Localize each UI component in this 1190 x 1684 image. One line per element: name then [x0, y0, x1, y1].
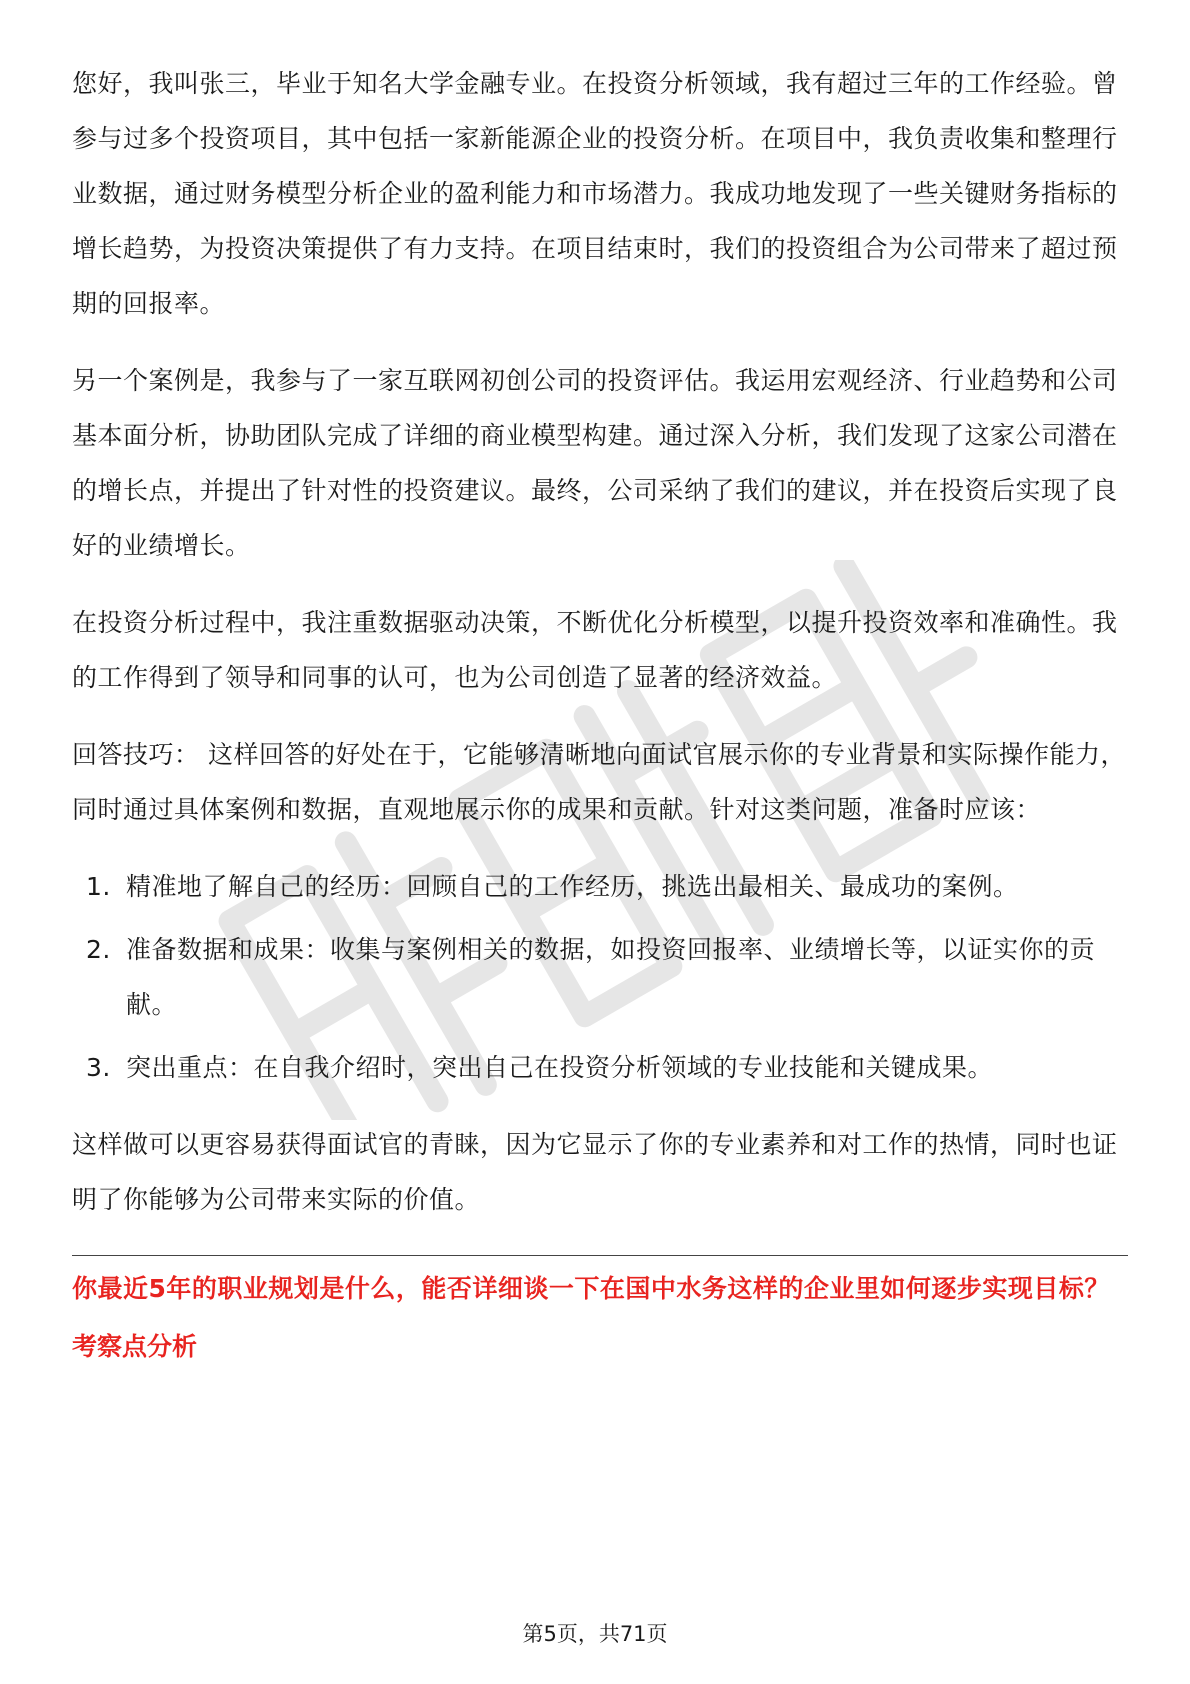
list-item-text: 精准地了解自己的经历：回顾自己的工作经历，挑选出最相关、最成功的案例。 — [126, 872, 1019, 901]
paragraph-intro: 您好，我叫张三，毕业于知名大学金融专业。在投资分析领域，我有超过三年的工作经验。曾参与过多个投资项目，其中包括一家新能源企业的投资分析。在项目中，我负责收集和整理行业数据，通过财务模型分析企业的盈利能力和市场潜力。我成功地发现了一些关键财务指标的增长趋势，为投资决策提供了有力支持。在项目结束时，我们的投资组合为公司带来了超过预期的回报率。 — [72, 69, 1118, 318]
page-number-footer: 第5页，共71页 — [522, 1622, 668, 1646]
paragraph-answer-tips: 回答技巧： 这样回答的好处在于，它能够清晰地向面试官展示你的专业背景和实际操作能力，同时通过具体案例和数据，直观地展示你的成果和贡献。针对这类问题，准备时应该： — [72, 740, 1126, 824]
list-item-number: 2. — [86, 935, 111, 964]
list-item-number: 3. — [86, 1053, 111, 1082]
list-item-text: 突出重点：在自我介绍时，突出自己在投资分析领域的专业技能和关键成果。 — [126, 1053, 994, 1082]
list-item — [72, 859, 1128, 914]
question-heading: 你最近5年的职业规划是什么，能否详细谈一下在国中水务这样的企业里如何逐步实现目标？ — [72, 1274, 1110, 1303]
list-item-text: 准备数据和成果：收集与案例相关的数据，如投资回报率、业绩增长等，以证实你的贡献。 — [126, 935, 1096, 1019]
paragraph-closing: 这样做可以更容易获得面试官的青睐，因为它显示了你的专业素养和对工作的热情，同时也证明了你能够为公司带来实际的价值。 — [72, 1130, 1118, 1214]
tips-list — [72, 859, 1128, 1095]
list-item — [72, 922, 1128, 1032]
section-divider — [72, 1255, 1128, 1256]
document-page — [72, 56, 1128, 1368]
paragraph-process: 在投资分析过程中，我注重数据驱动决策，不断优化分析模型，以提升投资效率和准确性。我的工作得到了领导和同事的认可，也为公司创造了显著的经济效益。 — [72, 608, 1118, 692]
paragraph-case-two: 另一个案例是，我参与了一家互联网初创公司的投资评估。我运用宏观经济、行业趋势和公司基本面分析，协助团队完成了详细的商业模型构建。通过深入分析，我们发现了这家公司潜在的增长点，并提出了针对性的投资建议。最终，公司采纳了我们的建议，并在投资后实现了良好的业绩增长。 — [72, 366, 1118, 560]
list-item-number: 1. — [86, 872, 111, 901]
analysis-subheading: 考察点分析 — [72, 1332, 198, 1361]
list-item — [72, 1040, 1128, 1095]
